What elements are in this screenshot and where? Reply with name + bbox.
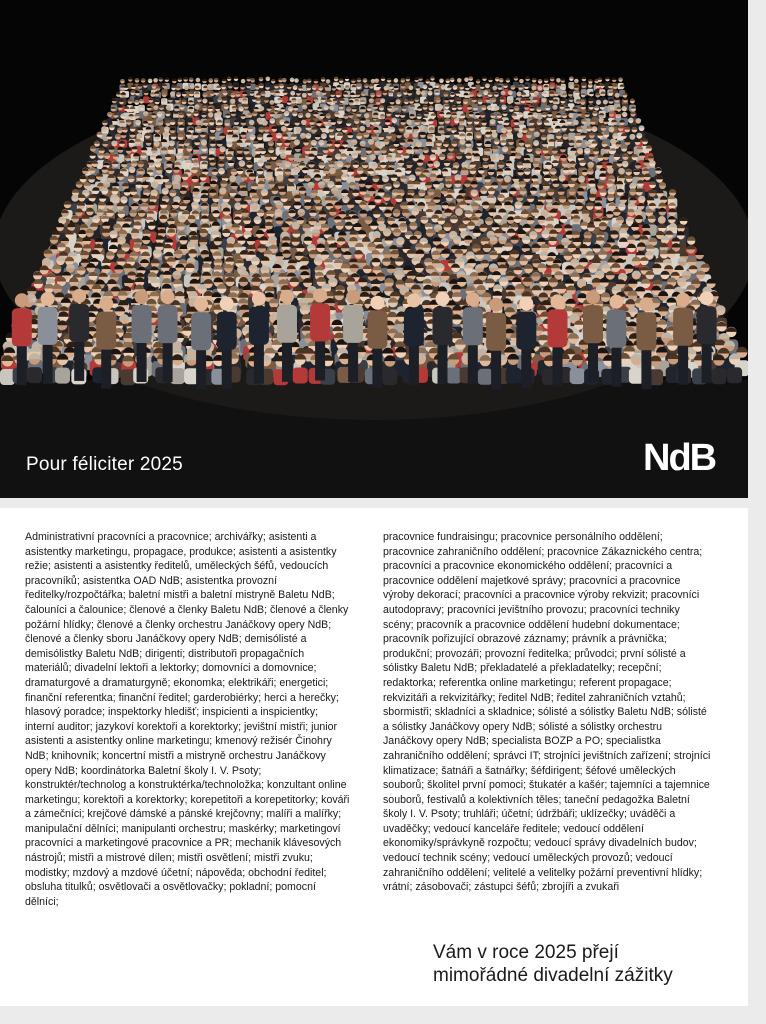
ndb-logo: NdB [643,437,716,479]
credits-card [0,508,748,1006]
crowd-illustration [0,0,748,498]
group-photo [0,0,748,498]
pf-caption: Pour féliciter 2025 [26,454,183,475]
credits-right-column: pracovnice fundraisingu; pracovnice personálního oddělení; pracovnice zahraničního oddělení; pracovnice Zákaznického centra; pracovníci a pracovnice ekonomického oddělení; pracovníci a pracovnice oddělení majetkové správy; pracovníci a pracovnice výroby dekorací; pracovníci a pracovnice výroby rekvizit; pracovníci autodopravy; pracovníci jevištního provozu; pracovníci techniky scény; pracovník a pracovnice oddělení hudební dokumentace; pracovník pořizující obrazové záznamy; právník a právnička; produkční; provozáři; provozní ředitelka; průvodci; první sólisté a sólistky Baletu NdB; překladatelé a překladatelky; recepční; redaktorka; referentka online marketingu; referent propagace; rekvizitáři a rekvizitářky; ředitel NdB; ředitel zahraničních vztahů; sbormistři; skladníci a skladnice; sólisté a sólistky Baletu NdB; sólisté a sólistky Janáčkovy opery NdB; sólisté a sólistky orchestru Janáčkovy opery NdB; specialista BOZP a PO; specialistka zahraničního oddělení; správci IT; strojníci jevištních zařízení; strojníci klimatizace; šatnáři a šatnářky; šéfdirigent; šéfové uměleckých souborů; školitel první pomoci; štukatér a kašér; tajemníci a tajemnice souborů, festivalů a kolektivních těles; taneční pedagožka Baletní školy I. V. Psoty; truhláři; účetní; údržbáři; uklízečky; uváděči a uvaděčky; vedoucí kanceláře ředitele; vedoucí oddělení ekonomiky/správkyně rozpočtu; vedoucí správy divadelních budov; vedoucí technik scény; vedoucí uměleckých provozů; vedoucí zahraničního oddělení; velitelé a velitelky požární preventivní hlídky; vrátní; zásobovači; zástupci šéfů; zbrojíři a zvukaři [383,531,711,894]
greeting-line-2: mimořádné divadelní zážitky [433,965,673,986]
greeting [433,941,733,987]
greeting-line-1: Vám v roce 2025 přejí [433,942,619,963]
credits-left-column: Administrativní pracovníci a pracovnice; archivářky; asistenti a asistentky marketingu, propagace, produkce; asistenti a asistentky režie; asistenti a asistentky ředitelů, uměleckých šéfů, vedoucích pracovníků; asistentka OAD NdB; asistentka provozní ředitelky/rozpočtářka; baletní mistři a baletní mistryně Baletu NdB; čalouníci a čalounice; členové a členky Baletu NdB; členové a členky požární hlídky; členové a členky orchestru Janáčkovy opery NdB; členové a členky sboru Janáčkovy opery NdB; demisólisté a demisólistky Baletu NdB; dirigenti; distributoři propagačních materiálů; divadelní lektoři a lektorky; domovníci a domovnice; dramaturgové a dramaturgyně; ekonomka; elektrikáři; energetici; finanční referentka; finanční ředitel; garderobiérky; herci a herečky; hlasový poradce; inspektorky hledišť; inspicienti a inspicientky; interní auditor; jazykoví korektoři a korektorky; jevištní mistři; junior asistenti a asistentky online marketingu; kmenový režisér Činohry NdB; knihovník; koncertní mistři a mistryně orchestru Janáčkovy opery NdB; koordinátorka Baletní školy I. V. Psoty; konstruktér/technolog a konstruktérka/technoložka; konzultant online marketingu; korektoři a korektorky; korepetitoři a korepetitorky; kováři a zámečníci; krejčové dámské a pánské krejčovny; malíři a malířky; manipulační dělníci; manipulanti orchestru; maskérky; marketingoví pracovníci a marketingové pracovnice a PR; mechanik klávesových nástrojů; mistři a mistrové dílen; mistři osvětlení; mistři zvuku; modistky; mzdový a mzdové účetní; nápověda; obchodní ředitel; obsluha titulků; osvětlovači a osvětlovačky; pokladní; pomocní dělníci; [25,531,350,908]
